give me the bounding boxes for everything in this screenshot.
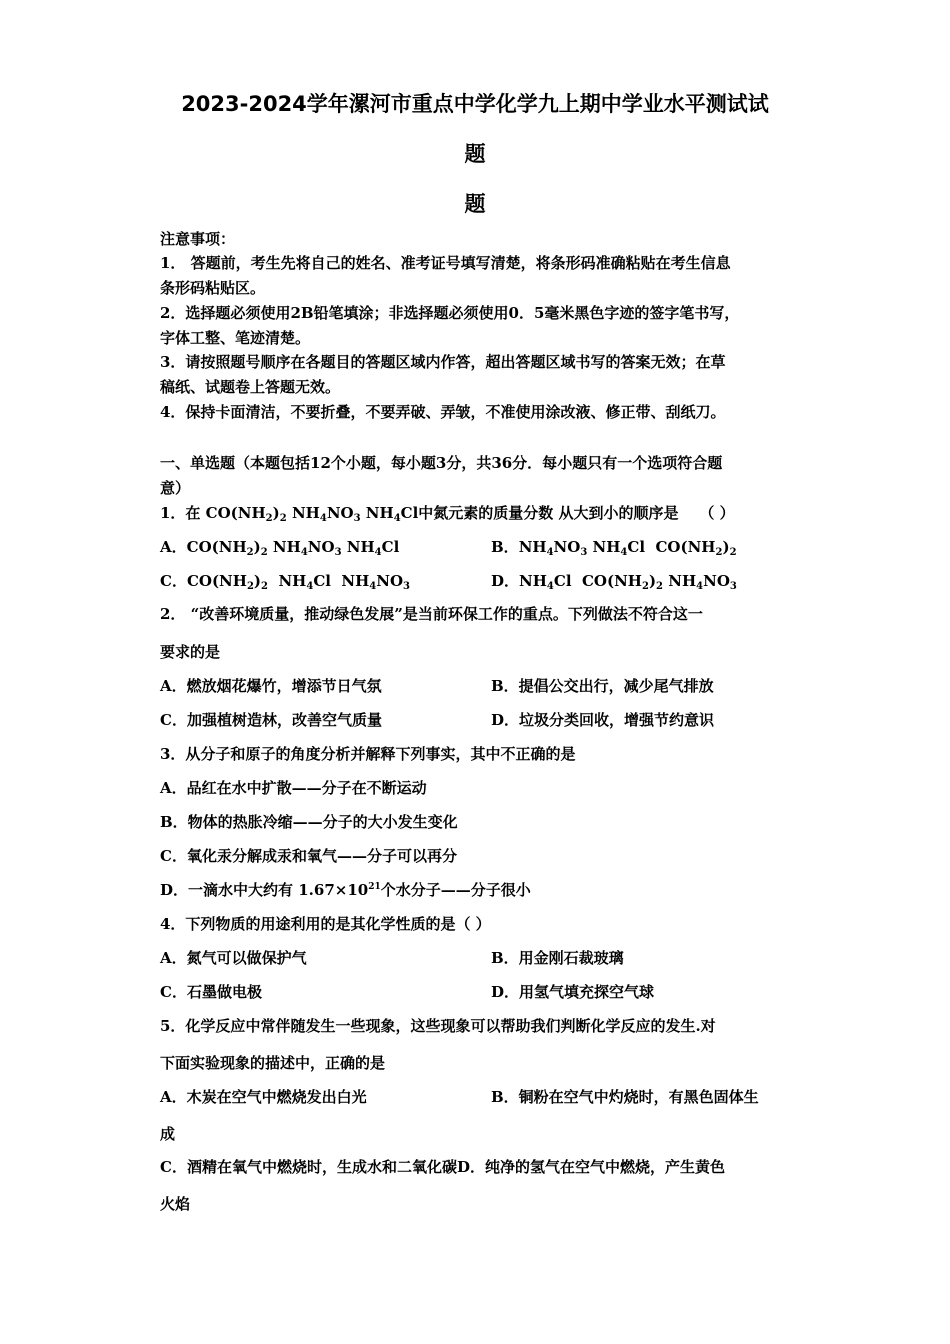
question-4-option-d[interactable]: D．用氢气填充探空气球 [491,983,655,1001]
question-5-option-a[interactable]: A．木炭在空气中燃烧发出白光 [160,1088,367,1106]
question-5-option-b[interactable]: B．铜粉在空气中灼烧时，有黑色固体生 [491,1088,759,1106]
question-5-option-b-cont: 成 [160,1125,176,1143]
question-1-stem: 1．在 $CO(NH_2)_2$ $NH_4NO_3$ $NH_4Cl$中氮元素的质量分数 从大到小的顺序是 （ ） [160,504,735,524]
question-5-stem-cont: 下面实验现象的描述中，正确的是 [160,1054,386,1072]
question-5-option-c-d[interactable]: C．酒精在氧气中燃烧时，生成水和二氧化碳D．纯净的氢气在空气中燃烧，产生黄色 [160,1158,725,1176]
notice-line: 3．请按照题号顺序在各题目的答题区域内作答，超出答题区域书写的答案无效；在草 [160,353,726,371]
question-5-stem: 5．化学反应中常伴随发生一些现象，这些现象可以帮助我们判断化学反应的发生.对 [160,1017,716,1035]
notice-line: 2．选择题必须使用2B铅笔填涂；非选择题必须使用0．5毫米黑色字迹的签字笔书写， [160,304,740,322]
question-2-stem-cont: 要求的是 [160,643,221,661]
question-1-option-d[interactable]: D．$NH_4Cl$ $CO(NH_2)_2$ $NH_4NO_3$ [491,572,737,592]
exam-title-line-3: 题 [464,192,486,216]
exam-title-line-1: 2023-2024学年漯河市重点中学化学九上期中学业水平测试试 [181,92,769,116]
question-3-option-d[interactable]: D．一滴水中大约有 $1.67\times 10^{21}$个水分子——分子很小 [160,881,531,899]
question-4-option-a[interactable]: A．氮气可以做保护气 [160,949,307,967]
question-1-option-b[interactable]: B．$NH_4NO_3$ $NH_4Cl$ $CO(NH_2)_2$ [491,538,737,558]
question-2-option-b[interactable]: B．提倡公交出行，减少尾气排放 [491,677,714,695]
question-2-option-d[interactable]: D．垃圾分类回收，增强节约意识 [491,711,715,729]
notice-line: 条形码粘贴区。 [160,279,266,297]
question-2-stem: 2． “改善环境质量，推动绿色发展”是当前环保工作的重点。下列做法不符合这一 [160,605,703,623]
question-4-option-c[interactable]: C．石墨做电极 [160,983,262,1001]
notice-line: 稿纸、试题卷上答题无效。 [160,378,341,396]
question-3-stem: 3．从分子和原子的角度分析并解释下列事实，其中不正确的是 [160,745,576,763]
exam-title-line-2: 题 [464,142,486,166]
question-3-option-b[interactable]: B．物体的热胀冷缩——分子的大小发生变化 [160,813,458,831]
notice-line: 字体工整、笔迹清楚。 [160,329,311,347]
section-heading: 一、单选题（本题包括12个小题，每小题3分，共36分．每小题只有一个选项符合题 [160,454,723,472]
question-3-option-a[interactable]: A．品红在水中扩散——分子在不断运动 [160,779,427,797]
question-3-option-c[interactable]: C．氧化汞分解成汞和氧气——分子可以再分 [160,847,457,865]
question-4-stem: 4．下列物质的用途利用的是其化学性质的是（ ） [160,915,491,933]
question-4-option-b[interactable]: B．用金刚石裁玻璃 [491,949,624,967]
notice-line: 1． 答题前，考生先将自己的姓名、准考证号填写清楚，将条形码准确粘贴在考生信息 [160,254,731,272]
formula-ammonium-nitrate: $NH_4NO_3$ [291,504,361,524]
question-2-option-c[interactable]: C．加强植树造林，改善空气质量 [160,711,382,729]
notice-heading: 注意事项： [160,230,236,248]
question-1-option-c[interactable]: C．$CO(NH_2)_2$ $NH_4Cl$ $NH_4NO_3$ [160,572,411,592]
question-5-option-d-cont: 火焰 [160,1195,191,1213]
question-2-option-a[interactable]: A．燃放烟花爆竹，增添节日气氛 [160,677,382,695]
question-1-option-a[interactable]: A．$CO(NH_2)_2$ $NH_4NO_3$ $NH_4Cl$ [160,538,400,558]
formula-urea: $CO(NH_2)_2$ [205,504,287,524]
section-heading-cont: 意） [160,479,191,497]
notice-line: 4．保持卡面清洁，不要折叠，不要弄破、弄皱，不准使用涂改液、修正带、刮纸刀。 [160,403,726,421]
formula-ammonium-chloride: $NH_4Cl$ [365,504,419,524]
